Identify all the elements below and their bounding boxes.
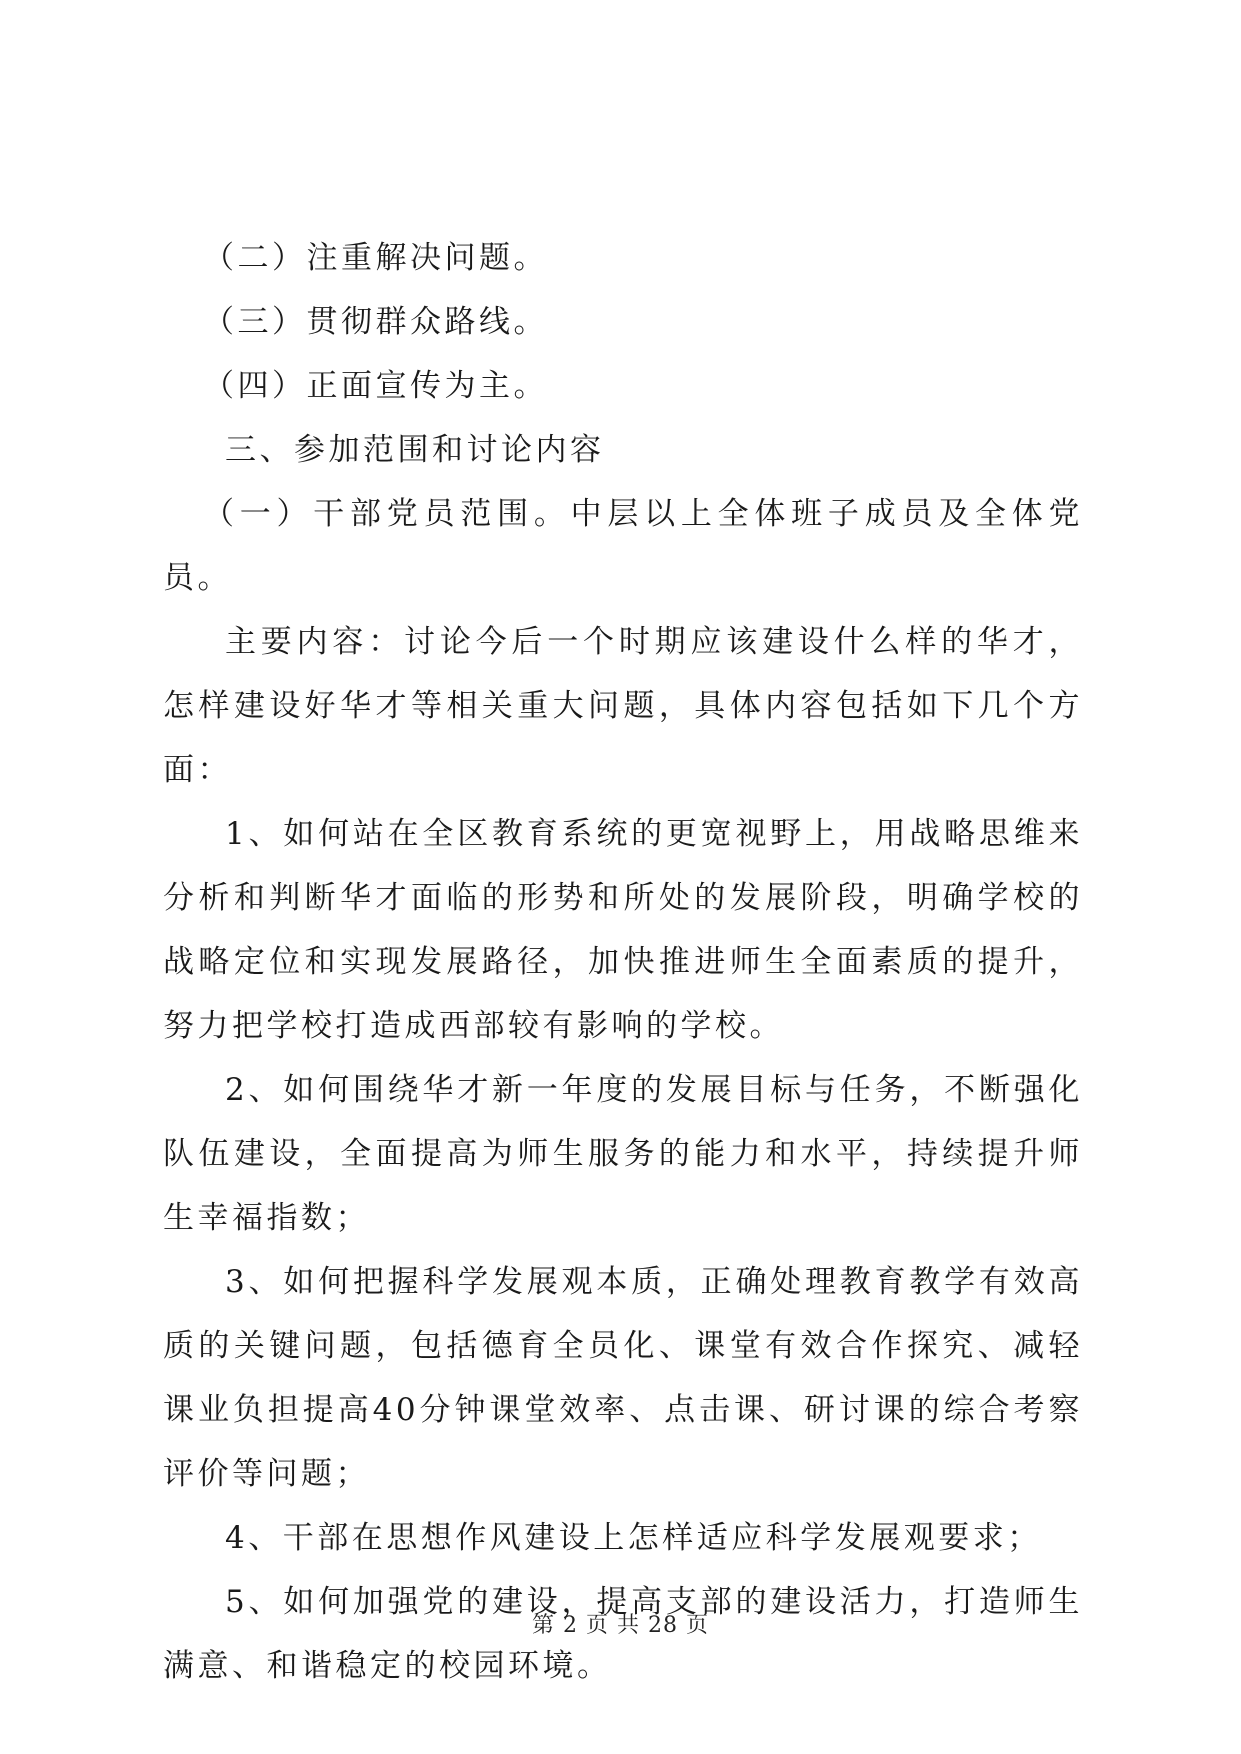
paragraph-cadre-scope: （一）干部党员范围。中层以上全体班子成员及全体党员。 [163,496,1083,596]
paragraph-point-1: 1、如何站在全区教育系统的更宽视野上，用战略思维来分析和判断华才面临的形势和所处的发展阶段，明确学校的战略定位和实现发展路径，加快推进师生全面素质的提升，努力把学校打造成西部较有影响的学校。 [163,816,1083,1044]
section-heading-3: 三、参加范围和讨论内容 [225,432,605,468]
document-body [163,226,1083,1698]
paragraph-item-2: （二）注重解决问题。 [203,240,548,276]
paragraph-main-content: 主要内容：讨论今后一个时期应该建设什么样的华才，怎样建设好华才等相关重大问题，具体内容包括如下几个方面： [163,624,1083,788]
paragraph-item-3: （三）贯彻群众路线。 [203,304,548,340]
page-number-footer: 第 2 页 共 28 页 [532,1613,709,1638]
paragraph-point-3: 3、如何把握科学发展观本质，正确处理教育教学有效高质的关键问题，包括德育全员化、课堂有效合作探究、减轻课业负担提高40分钟课堂效率、点击课、研讨课的综合考察评价等问题； [163,1264,1083,1492]
paragraph-point-2: 2、如何围绕华才新一年度的发展目标与任务，不断强化队伍建设，全面提高为师生服务的能力和水平，持续提升师生幸福指数； [163,1072,1083,1236]
paragraph-point-5: 5、如何加强党的建设，提高支部的建设活力，打造师生满意、和谐稳定的校园环境。 [163,1584,1083,1684]
paragraph-item-4: （四）正面宣传为主。 [203,368,548,404]
paragraph-point-4: 4、干部在思想作风建设上怎样适应科学发展观要求； [225,1520,1042,1556]
